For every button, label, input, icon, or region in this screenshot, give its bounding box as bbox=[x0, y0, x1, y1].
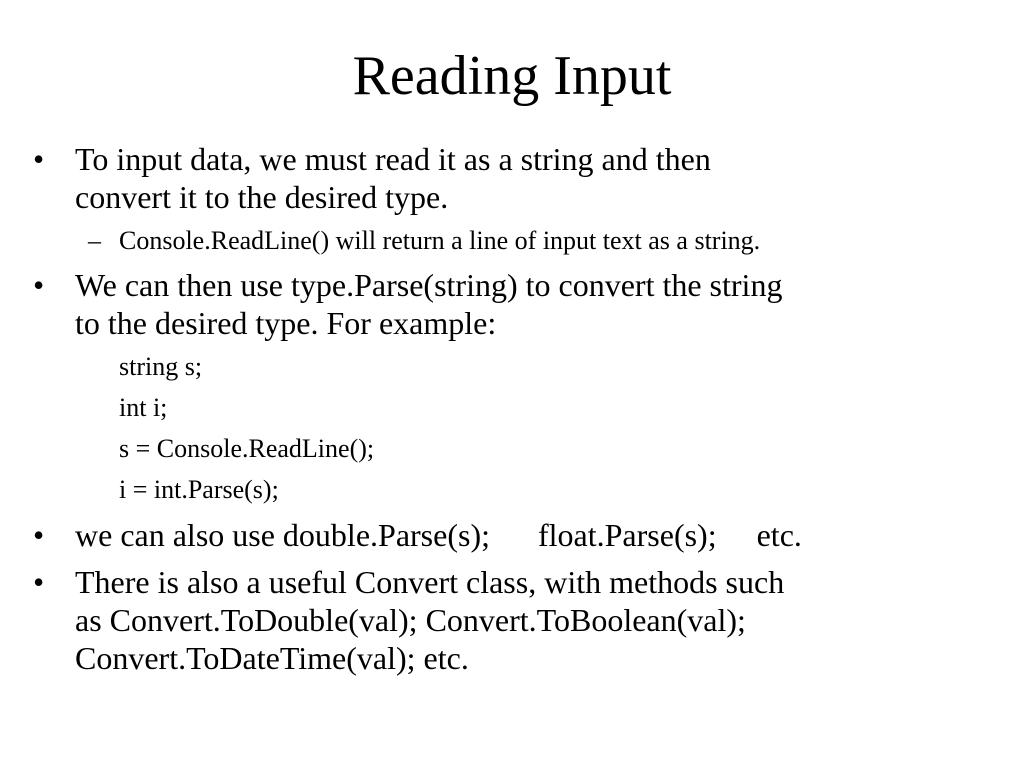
bullet-marker: • bbox=[33, 141, 45, 177]
slide-title: Reading Input bbox=[352, 45, 672, 107]
bullet-marker: • bbox=[33, 517, 45, 553]
bullet-marker: • bbox=[33, 267, 45, 303]
code-line: string s; bbox=[119, 352, 203, 381]
bullet-text-line: To input data, we must read it as a string and then bbox=[75, 141, 711, 177]
code-line: i = int.Parse(s); bbox=[119, 475, 279, 504]
code-line: int i; bbox=[119, 393, 168, 422]
bullet-item bbox=[33, 266, 993, 342]
bullet-text-line: We can then use type.Parse(string) to convert the string bbox=[75, 267, 783, 303]
bullet-text-line: as Convert.ToDouble(val); Convert.ToBoolean(val); bbox=[75, 602, 746, 638]
sub-bullet-text: Console.ReadLine() will return a line of input text as a string. bbox=[119, 226, 761, 255]
bullet-text-line: Convert.ToDateTime(val); etc. bbox=[75, 640, 469, 676]
bullet-text-line: There is also a useful Convert class, with methods such bbox=[75, 564, 785, 600]
bullet-item bbox=[33, 140, 993, 216]
sub-bullet-item bbox=[88, 226, 1008, 256]
bullet-marker: • bbox=[33, 564, 45, 600]
bullet-text-line: convert it to the desired type. bbox=[75, 179, 449, 215]
bullet-item bbox=[33, 516, 993, 554]
bullet-text-line: to the desired type. For example: bbox=[75, 305, 497, 341]
sub-bullet-marker: – bbox=[88, 226, 101, 255]
code-line: s = Console.ReadLine(); bbox=[119, 434, 375, 463]
bullet-text-line: we can also use double.Parse(s); float.Parse(s); etc. bbox=[75, 517, 802, 553]
bullet-item bbox=[33, 563, 993, 677]
